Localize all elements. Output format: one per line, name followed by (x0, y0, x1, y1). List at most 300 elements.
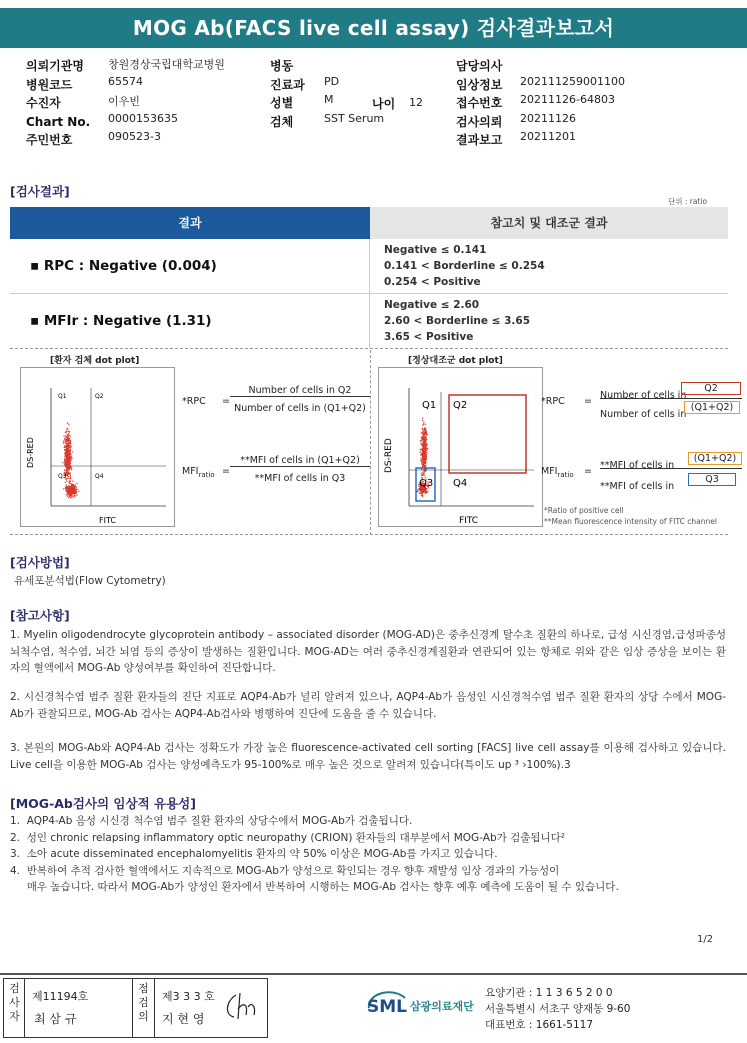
dot-plot-point (426, 439, 427, 440)
method-title: [검사방법] (10, 555, 70, 570)
address: 서울특별시 서초구 양재동 9-60 (485, 1003, 631, 1015)
dot-plot-point (68, 474, 69, 475)
dot-plot-point (421, 473, 422, 474)
patient-mfi-numerator: **MFI of cells in (Q1+Q2) (230, 455, 370, 467)
header-field-row (270, 92, 334, 111)
dot-plot-point (420, 451, 421, 452)
dot-plot-point (68, 477, 69, 478)
header-field-value: 090523-3 (108, 130, 161, 143)
checker-label: 점검의 (138, 982, 149, 1023)
clinical-item: 매우 높습니다. 따라서 MOG-Ab가 양성인 환자에서 반복하여 시행하는 MOG-Ab 검사는 향후 예후 예측에 도움이 될 수 있습니다. (10, 881, 619, 893)
dot-plot-point (425, 470, 426, 471)
dot-plot-point (70, 477, 71, 478)
header-field-value: 이우빈 (108, 95, 140, 108)
dot-plot-point (66, 457, 67, 458)
header-field-label: 의뢰기관명 (26, 59, 84, 73)
dot-plot-point (423, 492, 424, 493)
dot-plot-point (63, 441, 64, 442)
dot-plot-point (70, 466, 71, 467)
dot-plot-point (422, 434, 423, 435)
dot-plot-point (68, 433, 69, 434)
dot-plot-point (70, 454, 71, 455)
rpc-ref-negative: Negative ≤ 0.141 (384, 244, 487, 256)
dot-plot-point (64, 438, 65, 439)
clinical-item: 4. 반복하여 추적 검사한 혈액에서도 지속적으로 MOG-Ab가 양성으로 확인되는 경우 향후 재발성 임상 경과의 가능성이 (10, 864, 560, 877)
report-title: MOG Ab(FACS live cell assay) 검사결과보고서 (0, 8, 747, 48)
sml-logo-icon (365, 984, 410, 1022)
dot-plot-point (65, 432, 66, 433)
dot-plot-point (65, 435, 66, 436)
dot-plot-point (425, 450, 426, 451)
dot-plot-point (427, 491, 428, 492)
dot-plot-point (70, 497, 71, 498)
header-field-label: 주민번호 (26, 133, 73, 147)
page-number: 1/2 (697, 934, 714, 945)
header-field-label: 임상정보 (456, 77, 503, 92)
dot-plot-point (69, 447, 70, 448)
dot-plot-point (423, 422, 424, 423)
dot-plot-point (423, 434, 424, 435)
dot-plot-point (68, 457, 69, 458)
dot-plot-point (68, 459, 69, 460)
dot-plot-point (422, 432, 423, 433)
dot-plot-point (64, 449, 65, 450)
dot-plot-point (75, 484, 76, 485)
dot-plot-point (67, 472, 68, 473)
header-field-row (456, 129, 576, 148)
dot-plot-point (422, 429, 423, 430)
dot-plot-point (424, 475, 425, 476)
dot-plot-point (70, 487, 71, 488)
dot-plot-point (421, 444, 422, 445)
patient-mfi-denominator: **MFI of cells in Q3 (254, 473, 346, 484)
dot-plot-point (422, 418, 423, 419)
control-q4-label: Q4 (453, 478, 468, 489)
dot-plot-point (425, 465, 426, 466)
note-paragraph-3: 3. 본원의 MOG-Ab와 AQP4-Ab 검사는 정확도가 가장 높은 fluorescence-activated cell sorting [FACS] live cell assay를 이용해 검사하고 있습니다. Live cell을 이용한 MOG-Ab 검사는 양성예측도가 95-100%로 매우 높은 것으로 알려져 있습니다(특이도 up ³ ›100%).3 (10, 742, 726, 771)
dot-plot-point (67, 449, 68, 450)
header-field-label: Chart No. (26, 114, 91, 129)
dot-plot-point (68, 424, 69, 425)
dot-plot-point (66, 489, 67, 490)
control-mfi-num-box: (Q1+Q2) (688, 452, 742, 465)
note-rpc: *Ratio of positive cell (544, 506, 624, 515)
tester-label: 검사자 (9, 982, 20, 1023)
header-info (0, 55, 747, 150)
header-field-label: 담당의사 (456, 59, 503, 73)
dot-plot-point (420, 449, 421, 450)
header-field-value: 창원경상국립대학교병원 (108, 58, 225, 71)
control-mfi-num-prefix: **MFI of cells in (600, 460, 675, 471)
dot-plot-point (424, 448, 425, 449)
dot-plot-point (426, 434, 427, 435)
header-field-value: 202111259001100 (520, 74, 625, 88)
control-mfi-den-prefix: **MFI of cells in (600, 481, 675, 492)
control-mfi-sub: ratio (557, 470, 574, 479)
patient-rpc-numerator: Number of cells in Q2 (230, 385, 370, 397)
dot-plot-point (70, 441, 71, 442)
dot-plot-point (71, 492, 72, 493)
header-field-label: 병동 (270, 59, 294, 73)
rpc-ref-borderline: 0.141 < Borderline ≤ 0.254 (384, 260, 545, 272)
header-field-label: 성별 (270, 96, 294, 110)
dot-plot-point (67, 468, 68, 469)
dot-plot-point (425, 453, 426, 454)
dot-plot-point (68, 455, 69, 456)
dot-plot-point (66, 443, 67, 444)
dot-plot-point (70, 443, 71, 444)
header-field-value: SST Serum (324, 111, 385, 125)
results-section-title: [검사결과] (10, 184, 70, 199)
header-field-label: 수진자 (26, 96, 61, 110)
header-field-value: 0000153635 (108, 111, 178, 125)
clinical-item: 2. 성인 chronic relapsing inflammatory optic neuropathy (CRION) 환자들의 대부분에서 MOG-Ab가 검출됩니다² (10, 831, 566, 844)
dot-plot-point (76, 489, 77, 490)
dot-plot-point (420, 440, 421, 441)
dot-plot-point (73, 496, 74, 497)
patient-dot-plot (20, 367, 175, 527)
dot-plot-point (72, 451, 73, 452)
header-field-value: 20211126-64803 (520, 93, 615, 106)
dot-plot-point (421, 462, 422, 463)
dot-plot-point (423, 489, 424, 490)
notes-title: [참고사항] (10, 608, 70, 623)
dot-plot-point (426, 444, 427, 445)
header-field-row (26, 129, 161, 148)
dot-plot-point (423, 438, 424, 439)
age-value: 12 (409, 96, 423, 109)
dot-plot-point (66, 494, 67, 495)
dot-plot-point (423, 423, 424, 424)
patient-q1-label: Q1 (58, 393, 67, 400)
dot-plot-point (425, 424, 426, 425)
dot-plot-point (67, 444, 68, 445)
dot-plot-point (66, 446, 67, 447)
dot-plot-point (425, 491, 426, 492)
dot-plot-point (66, 440, 67, 441)
dot-plot-point (422, 472, 423, 473)
sml-logo (365, 984, 410, 1026)
tester-name: 최 삼 규 (34, 1012, 77, 1026)
dot-plot-point (74, 492, 75, 493)
dot-plot-point (73, 489, 74, 490)
dot-plot-point (69, 490, 70, 491)
patient-mfi-label: MFI (182, 466, 199, 477)
rpc-result: ▪ RPC : Negative (0.004) (30, 258, 217, 274)
dot-plot-point (425, 442, 426, 443)
patient-q4-label: Q4 (95, 473, 104, 480)
dot-plot-point (423, 472, 424, 473)
control-y-axis-label: DS-RED (384, 438, 394, 473)
header-field-row (456, 92, 615, 111)
patient-mfi-sub: ratio (198, 470, 215, 479)
dot-plot-point (422, 493, 423, 494)
header-field-value: 65574 (108, 74, 143, 88)
signature-image (222, 987, 262, 1027)
logo-sml-text: SML (367, 997, 407, 1017)
dot-plot-point (74, 487, 75, 488)
header-field-row (456, 111, 576, 130)
dot-plot-point (425, 439, 426, 440)
clinical-title: [MOG-Ab검사의 임상적 유용성] (10, 796, 196, 811)
dot-plot-point (71, 495, 72, 496)
dot-plot-point (74, 495, 75, 496)
dot-plot-point (78, 491, 79, 492)
dot-plot-point (65, 488, 66, 489)
dot-plot-point (421, 437, 422, 438)
header-field-label: 검사의뢰 (456, 114, 503, 129)
dot-plot-point (67, 486, 68, 487)
dot-plot-point (423, 466, 424, 467)
rpc-ref-positive: 0.254 < Positive (384, 276, 481, 288)
dot-plot-point (70, 483, 71, 484)
patient-q3-label: Q3 (58, 473, 67, 480)
dot-plot-point (423, 441, 424, 442)
dot-plot-point (68, 437, 69, 438)
header-field-row (270, 74, 340, 93)
dot-plot-point (70, 475, 71, 476)
dot-plot-point (67, 495, 68, 496)
clinical-item: 1. AQP4-Ab 음성 시신경 척수염 범주 질환 환자의 상당수에서 MOG-Ab가 검출됩니다. (10, 815, 413, 827)
dot-plot-point (63, 488, 64, 489)
dot-plot-point (423, 431, 424, 432)
dot-plot-point (420, 442, 421, 443)
dot-plot-point (421, 440, 422, 441)
clinical-list (10, 813, 730, 896)
control-rpc-den-box: (Q1+Q2) (684, 401, 740, 414)
dot-plot-point (425, 430, 426, 431)
dot-plot-point (422, 455, 423, 456)
header-field-label: 결과보고 (456, 133, 503, 147)
control-rpc-label: *RPC (541, 396, 565, 407)
dot-plot-point (420, 490, 421, 491)
header-field-row (26, 111, 178, 130)
dot-plot-point (67, 464, 68, 465)
dot-plot-point (64, 456, 65, 457)
control-rpc-den-prefix: Number of cells in (600, 409, 687, 420)
dot-plot-point (66, 484, 67, 485)
dot-plot-point (65, 461, 66, 462)
dot-plot-section: [환자 검체 dot plot] [정상대조군 dot plot] Q1 Q2 Q3 Q4 FITC DS-RED *RPC = Number of cells in Q2 Number of cells in (Q1+Q2) $MFI_{ratio}$ = **MFI of cells in (Q1+Q2) **MFI of cells in Q3 Q1 Q2 Q3 Q4 FITC DS-RED *RPC = Number of cells in Q2 Number of cells in (Q1+Q2) $MFI_{ratio}$ = **MFI of cells in (Q1+Q2) **MFI of cells in Q3 *Ratio of positive cell **Mean fluorescence intensity of FITC channel (10, 350, 728, 535)
dot-plot-point (69, 495, 70, 496)
dot-plot-point (69, 468, 70, 469)
mfir-ref-negative: Negative ≤ 2.60 (384, 299, 480, 311)
result-row-mfir (10, 294, 728, 349)
header-field-row (270, 55, 293, 74)
mfir-result: ▪ MFIr : Negative (1.31) (30, 313, 212, 329)
control-mfi-den-box: Q3 (688, 473, 736, 486)
checker-number: 제3 3 3 호 (162, 990, 215, 1003)
age-label: 나이 (372, 97, 396, 111)
patient-x-axis-label: FITC (99, 516, 116, 525)
dot-plot-point (69, 431, 70, 432)
dot-plot-point (71, 493, 72, 494)
dot-plot-point (71, 469, 72, 470)
control-rpc-num-prefix: Number of cells in (600, 390, 687, 401)
dot-plot-point (421, 454, 422, 455)
dot-plot-point (68, 439, 69, 440)
dot-plot-point (422, 453, 423, 454)
dot-plot-point (70, 489, 71, 490)
patient-rpc-denominator: Number of cells in (Q1+Q2) (234, 403, 366, 414)
header-field-value: PD (324, 74, 340, 88)
dot-plot-point (70, 492, 71, 493)
dot-plot-point (420, 458, 421, 459)
dot-plot-point (66, 428, 67, 429)
dot-plot-point (423, 462, 424, 463)
mfir-ref-borderline: 2.60 < Borderline ≤ 3.65 (384, 315, 531, 327)
header-field-row (26, 92, 140, 111)
dot-plot-point (66, 466, 67, 467)
patient-q2-label: Q2 (95, 393, 104, 400)
dot-plot-point (422, 496, 423, 497)
dot-plot-point (72, 481, 73, 482)
dot-plot-point (423, 451, 424, 452)
method-text: 유세포분석법(Flow Cytometry) (14, 575, 166, 587)
dot-plot-point (64, 463, 65, 464)
dot-plot-point (417, 491, 418, 492)
dot-plot-point (69, 486, 70, 487)
header-field-row (456, 74, 625, 93)
dot-plot-point (66, 459, 67, 460)
dot-plot-point (69, 478, 70, 479)
results-table (10, 207, 728, 349)
dot-plot-point (68, 497, 69, 498)
header-field-row (26, 55, 225, 74)
dot-plot-point (421, 475, 422, 476)
dot-plot-point (65, 470, 66, 471)
dot-plot-point (75, 491, 76, 492)
dot-plot-point (68, 488, 69, 489)
dot-plot-point (423, 443, 424, 444)
dot-plot-point (426, 433, 427, 434)
dot-plot-point (424, 445, 425, 446)
dot-plot-point (67, 423, 68, 424)
dot-plot-point (425, 429, 426, 430)
dot-plot-point (68, 446, 69, 447)
dot-plot-point (62, 462, 63, 463)
dot-plot-point (67, 475, 68, 476)
patient-y-axis-label: DS-RED (26, 437, 35, 468)
dot-plot-point (426, 448, 427, 449)
dot-plot-point (63, 443, 64, 444)
dot-plot-point (76, 483, 77, 484)
dot-plot-point (72, 492, 73, 493)
dot-plot-point (67, 434, 68, 435)
phone: 대표번호 : 1661-5117 (485, 1019, 594, 1031)
dot-plot-point (70, 453, 71, 454)
dot-plot-point (66, 430, 67, 431)
dot-plot-point (421, 491, 422, 492)
header-field-label: 진료과 (270, 77, 305, 92)
reference-col-header: 참고치 및 대조군 결과 (370, 207, 728, 239)
control-x-axis-label: FITC (459, 516, 479, 526)
patient-rpc-label: *RPC (182, 396, 206, 407)
header-field-row (456, 55, 502, 74)
control-plot-svg (379, 368, 544, 528)
result-row-rpc (10, 239, 728, 294)
header-field-value: 20211201 (520, 130, 576, 143)
dot-plot-point (425, 427, 426, 428)
header-field-value: M (324, 93, 334, 106)
dot-plot-point (422, 464, 423, 465)
dot-plot-point (70, 436, 71, 437)
dot-plot-point (425, 457, 426, 458)
dot-plot-point (424, 489, 425, 490)
dot-plot-point (423, 473, 424, 474)
dot-plot-point (423, 446, 424, 447)
dot-plot-point (64, 447, 65, 448)
dot-plot-point (71, 457, 72, 458)
dot-plot-point (67, 492, 68, 493)
dot-plot-point (74, 491, 75, 492)
dot-plot-point (422, 428, 423, 429)
dot-plot-point (423, 454, 424, 455)
header-field-label: 병원코드 (26, 77, 73, 92)
tester-number: 제11194호 (32, 990, 89, 1003)
control-q3-label: Q3 (419, 478, 434, 489)
control-q1-label: Q1 (422, 400, 437, 411)
control-rpc-num-box: Q2 (681, 382, 741, 395)
result-col-header: 결과 (10, 207, 370, 239)
dot-plot-point (65, 454, 66, 455)
dot-plot-point (70, 449, 71, 450)
mfir-ref-positive: 3.65 < Positive (384, 331, 474, 343)
dot-plot-point (64, 458, 65, 459)
dot-plot-point (63, 436, 64, 437)
dot-plot-point (67, 476, 68, 477)
dot-plot-point (422, 420, 423, 421)
header-field-label: 검체 (270, 114, 294, 129)
dot-plot-point (67, 455, 68, 456)
dot-plot-point (70, 445, 71, 446)
dot-plot-point (421, 495, 422, 496)
dot-plot-point (422, 449, 423, 450)
institution-code: 요양기관 : 1 1 3 6 5 2 0 0 (485, 987, 613, 999)
dot-plot-point (72, 485, 73, 486)
dot-plot-point (422, 459, 423, 460)
dot-plot-point (423, 447, 424, 448)
dot-plot-point (65, 441, 66, 442)
logo-name: 삼광의료재단 (410, 1000, 474, 1013)
header-field-row (270, 111, 385, 130)
dot-plot-point (424, 458, 425, 459)
control-mfi-label: MFI (541, 466, 558, 477)
signature-box (3, 978, 268, 1038)
dot-plot-point (420, 493, 421, 494)
dot-plot-point (424, 460, 425, 461)
header-field-value: 20211126 (520, 111, 576, 125)
dot-plot-point (67, 462, 68, 463)
patient-plot-title: [환자 검체 dot plot] (50, 356, 140, 366)
dot-plot-point (66, 480, 67, 481)
unit-label: 단위 : ratio (668, 197, 708, 206)
dot-plot-point (65, 482, 66, 483)
dot-plot-point (70, 459, 71, 460)
control-dot-plot (378, 367, 543, 527)
clinical-item: 3. 소아 acute disseminated encephalomyelitis 환자의 약 50% 이상은 MOG-Ab를 가지고 있습니다. (10, 848, 498, 860)
dot-plot-point (66, 452, 67, 453)
dot-plot-point (68, 448, 69, 449)
dot-plot-point (65, 450, 66, 451)
note-mfi: **Mean fluorescence intensity of FITC channel (544, 517, 717, 526)
dot-plot-point (66, 460, 67, 461)
dot-plot-point (424, 456, 425, 457)
control-plot-title: [정상대조군 dot plot] (408, 356, 503, 366)
note-paragraph-2: 2. 시신경척수염 범주 질환 환자들의 진단 지표로 AQP4-Ab가 널리 알려져 있으나, AQP4-Ab가 음성인 시신경척수염 범주 질환 환자의 상당 수에서 MOG-Ab가 관찰되므로, MOG-Ab 검사는 AQP4-Ab검사와 병행하여 진단에 도움을 줄 수 있습니다. (10, 691, 726, 720)
patient-plot-svg (21, 368, 176, 528)
dot-plot-point (76, 486, 77, 487)
